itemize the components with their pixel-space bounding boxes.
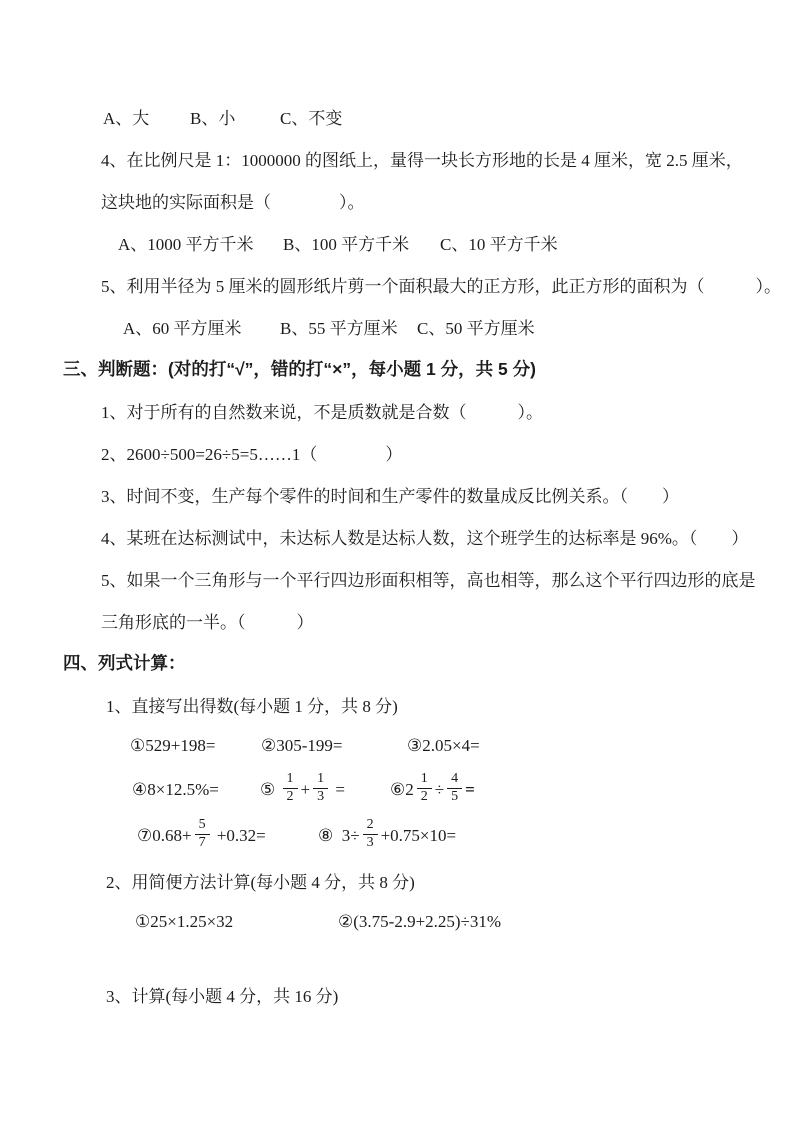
fraction-denominator: 3 xyxy=(317,788,325,804)
calc-row-1 xyxy=(0,725,793,767)
question-text: 3、时间不变，生产每个零件的时间和生产零件的数量成反比例关系。（ ） xyxy=(101,486,679,506)
calc-row-2 xyxy=(0,767,793,813)
option-a: A、1000 平方千米 xyxy=(118,234,254,254)
operator: + xyxy=(300,780,311,799)
blank-working-space xyxy=(0,943,793,973)
calc-sub1-heading xyxy=(0,683,793,725)
fraction-numerator: 5 xyxy=(195,817,210,834)
option-c: C、50 平方厘米 xyxy=(417,318,535,338)
calc-item-text: ④8×12.5%= xyxy=(132,780,219,799)
judge-question-5-line2 xyxy=(0,599,793,641)
option-b: B、小 xyxy=(190,108,236,128)
fraction-denominator: 7 xyxy=(198,834,206,850)
option-b: B、100 平方千米 xyxy=(283,234,410,254)
fraction-denominator: 2 xyxy=(420,788,428,804)
option-a: A、大 xyxy=(103,108,150,128)
section-4-heading xyxy=(0,641,793,683)
calc-item-7 xyxy=(137,819,318,852)
fraction xyxy=(283,771,298,804)
equals-sign: = xyxy=(331,780,345,799)
fraction xyxy=(363,817,378,850)
fraction-denominator: 2 xyxy=(286,788,294,804)
judge-question-5-line1 xyxy=(0,557,793,599)
question-text: 4、在比例尺是 1：1000000 的图纸上，量得一块长方形地的长是 4 厘米，宽 2.5 厘米， xyxy=(101,150,743,170)
section-heading-text: 四、列式计算： xyxy=(63,652,186,673)
fraction-denominator: 3 xyxy=(366,834,374,850)
section-heading-text: 三、判断题：(对的打“√”，错的打“×”，每小题 1 分，共 5 分) xyxy=(63,358,536,379)
fraction-numerator: 1 xyxy=(283,771,298,788)
question-text: 5、利用半径为 5 厘米的圆形纸片剪一个面积最大的正方形，此正方形的面积为（ ）。 xyxy=(101,276,781,296)
calc-item-text: +0.32= xyxy=(212,826,266,845)
calc-item-2: ②305-199= xyxy=(261,736,343,755)
question-text: 2、2600÷500=26÷5=5……1（ ） xyxy=(101,444,403,464)
fraction xyxy=(195,817,210,850)
question-4-options xyxy=(0,221,793,263)
question-5-line xyxy=(0,263,793,305)
circled-number-5: ⑤ xyxy=(260,780,280,799)
option-c: C、不变 xyxy=(280,108,343,128)
question-text: 4、某班在达标测试中，未达标人数是达标人数，这个班学生的达标率是 96%。（ ） xyxy=(101,528,749,548)
calc-item-1: ①529+198= xyxy=(130,736,216,755)
subsection-heading-text: 3、计算(每小题 4 分，共 16 分) xyxy=(106,986,339,1006)
question-text: 1、对于所有的自然数来说，不是质数就是合数（ ）。 xyxy=(101,402,543,422)
calc-item-text: +0.75×10= xyxy=(380,826,457,845)
fraction-numerator: 4 xyxy=(447,771,462,788)
calc-item-1: ①25×1.25×32 xyxy=(135,912,234,931)
question-5-options xyxy=(0,305,793,347)
question-text: 这块地的实际面积是（ ）。 xyxy=(101,192,365,212)
fraction xyxy=(417,771,432,804)
calc-item-5 xyxy=(260,773,390,806)
question-text: 5、如果一个三角形与一个平行四边形面积相等，高也相等，那么这个平行四边形的底是 xyxy=(101,570,756,590)
calc-item-3: ③2.05×4= xyxy=(407,736,480,755)
judge-question-3 xyxy=(0,473,793,515)
equals-sign: = xyxy=(465,780,475,799)
option-a: A、60 平方厘米 xyxy=(123,318,242,338)
calc-item-text: ⑦0.68+ xyxy=(137,826,192,845)
section-3-heading xyxy=(0,347,793,389)
calc-sub2-row xyxy=(0,901,793,943)
calc-sub3-heading xyxy=(0,973,793,1015)
fraction-numerator: 1 xyxy=(417,771,432,788)
operator: ÷ xyxy=(434,780,445,799)
question-4-line1 xyxy=(0,137,793,179)
question-4-line2 xyxy=(0,179,793,221)
question-3-options xyxy=(0,95,793,137)
subsection-heading-text: 2、用简便方法计算(每小题 4 分，共 8 分) xyxy=(106,872,415,892)
calc-item-6 xyxy=(390,773,475,806)
fraction xyxy=(313,771,328,804)
option-c: C、10 平方千米 xyxy=(440,234,558,254)
calc-item-8 xyxy=(318,819,456,852)
subsection-heading-text: 1、直接写出得数(每小题 1 分，共 8 分) xyxy=(106,696,398,716)
calc-row-3 xyxy=(0,813,793,859)
option-b: B、55 平方厘米 xyxy=(280,318,398,338)
calc-item-text: ⑧ 3÷ xyxy=(318,826,360,845)
judge-question-4 xyxy=(0,515,793,557)
circled-number-6: ⑥2 xyxy=(390,780,414,799)
fraction-numerator: 2 xyxy=(363,817,378,834)
calc-sub2-heading xyxy=(0,859,793,901)
question-text: 三角形底的一半。（ ） xyxy=(101,612,314,632)
fraction-numerator: 1 xyxy=(313,771,328,788)
fraction-denominator: 5 xyxy=(451,788,459,804)
judge-question-2 xyxy=(0,431,793,473)
judge-question-1 xyxy=(0,389,793,431)
calc-item-4 xyxy=(132,780,260,800)
calc-item-2: ②(3.75-2.9+2.25)÷31% xyxy=(338,912,502,931)
fraction xyxy=(447,771,462,804)
